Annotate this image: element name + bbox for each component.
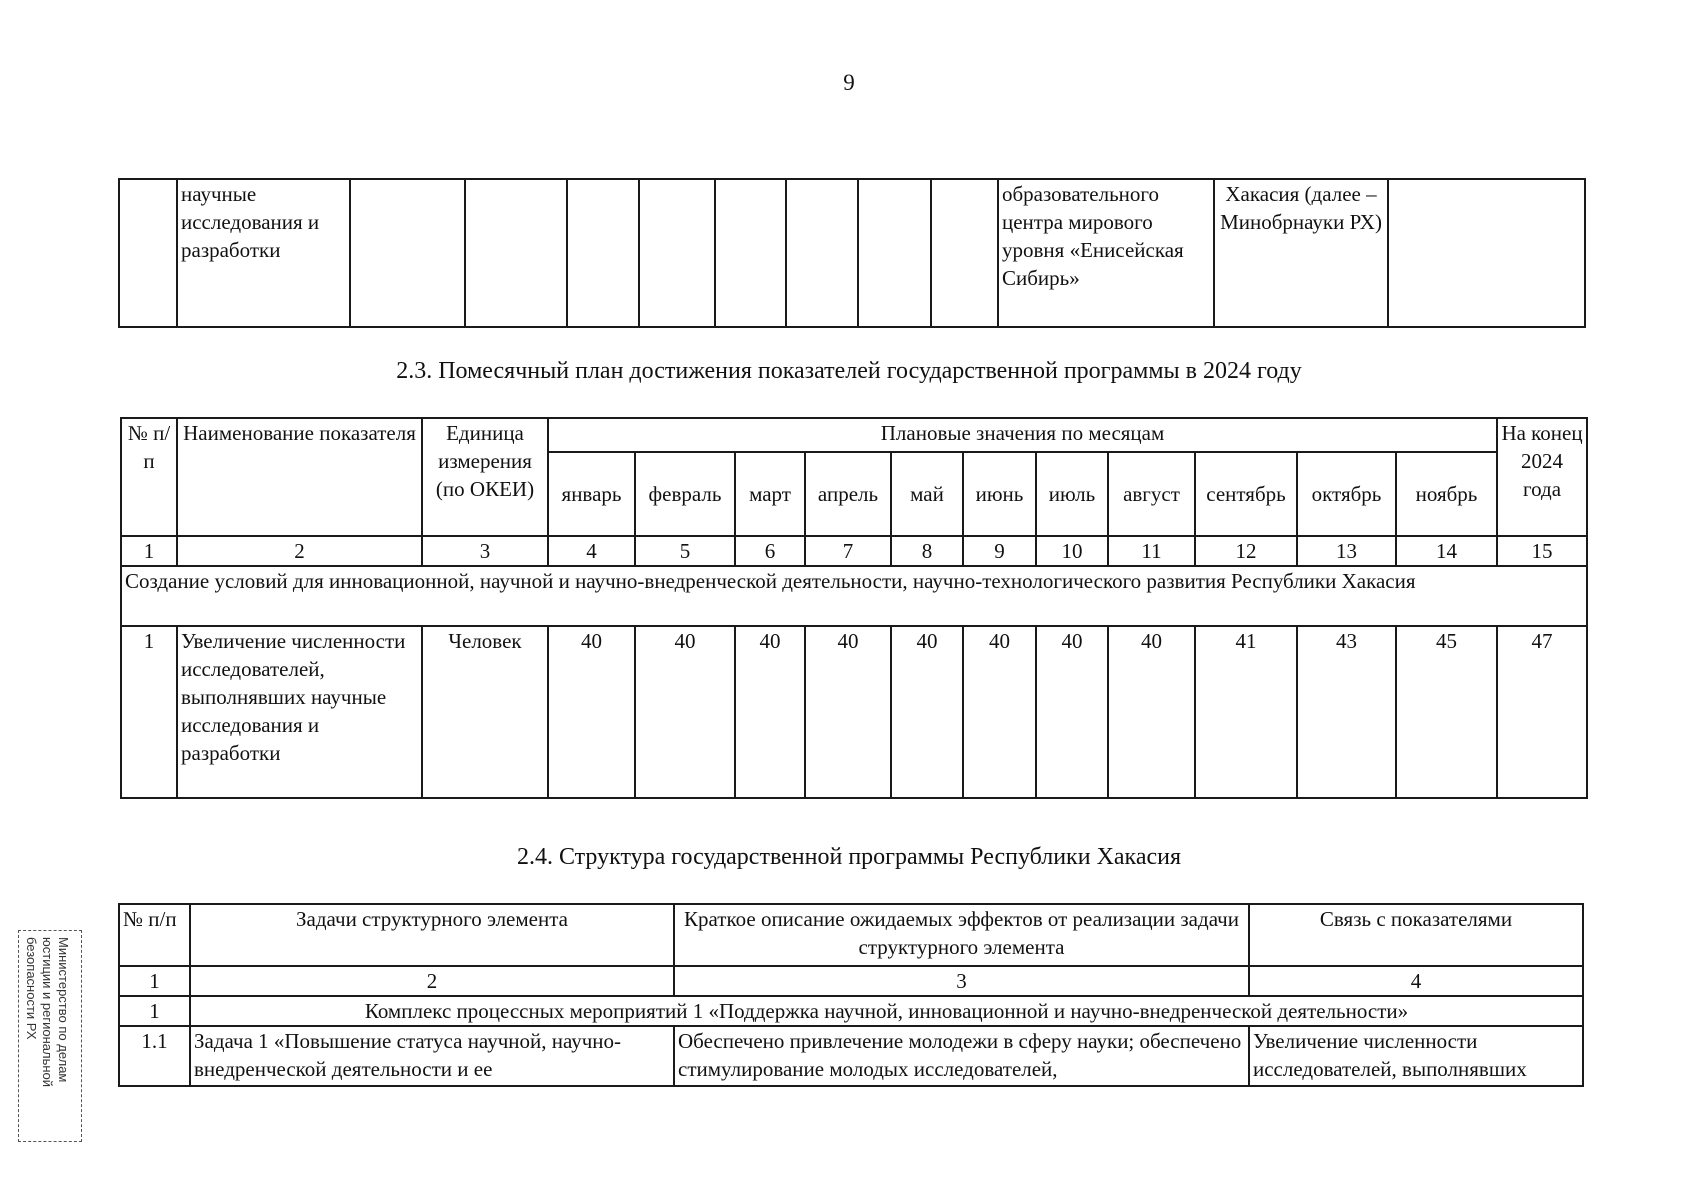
plan-header-num: № п/п [121, 418, 177, 536]
col-number: 2 [190, 966, 674, 996]
month-value: 45 [1396, 626, 1497, 798]
month-value: 40 [891, 626, 963, 798]
struct-header-tasks: Задачи структурного элемента [190, 904, 674, 966]
plan-row-name: Увеличение численности исследователей, выполнявших научные исследования и разработки [177, 626, 422, 798]
plan-header-end: На конец 2024 года [1497, 418, 1587, 536]
month-value: 41 [1195, 626, 1297, 798]
struct-row-link: Увеличение численности исследователей, выполнявших [1249, 1026, 1583, 1086]
month-value: 40 [735, 626, 805, 798]
month-header: март [735, 452, 805, 536]
month-value: 40 [805, 626, 891, 798]
struct-row-effect: Обеспечено привлечение молодежи в сферу науки; обеспечено стимулирование молодых исследователей, [674, 1026, 1249, 1086]
struct-data-row [119, 1026, 1583, 1086]
cont-cell-goal: образовательного центра мирового уровня «Енисейская Сибирь» [998, 179, 1214, 327]
month-header: ноябрь [1396, 452, 1497, 536]
month-value: 40 [635, 626, 735, 798]
plan-header-row [121, 418, 1587, 452]
cont-cell-3 [350, 179, 465, 327]
cont-cell-10 [931, 179, 998, 327]
month-header: апрель [805, 452, 891, 536]
plan-group-row [121, 566, 1587, 626]
col-number: 15 [1497, 536, 1587, 566]
month-header: сентябрь [1195, 452, 1297, 536]
month-header: июль [1036, 452, 1108, 536]
complex-num: 1 [119, 996, 190, 1026]
col-number: 9 [963, 536, 1036, 566]
cont-cell-5 [567, 179, 639, 327]
col-number: 12 [1195, 536, 1297, 566]
cont-cell-9 [858, 179, 931, 327]
complex-title: Комплекс процессных мероприятий 1 «Поддержка научной, инновационной и научно-внедренческой деятельности» [190, 996, 1583, 1026]
section-2-3-title: 2.3. Помесячный план достижения показателей государственной программы в 2024 году [396, 358, 1302, 384]
structure-table [118, 903, 1584, 1087]
struct-colnum-row [119, 966, 1583, 996]
page-number: 9 [843, 70, 855, 95]
plan-header-unit: Единица измерения (по ОКЕИ) [422, 418, 548, 536]
col-number: 1 [119, 966, 190, 996]
cont-cell-13 [1388, 179, 1585, 327]
ministry-stamp-text [23, 937, 71, 1087]
plan-data-row [121, 626, 1587, 798]
plan-header-monthly: Плановые значения по месяцам [548, 418, 1497, 452]
struct-header-effects: Краткое описание ожидаемых эффектов от реализации задачи структурного элемента [674, 904, 1249, 966]
month-value: 40 [548, 626, 635, 798]
col-number: 14 [1396, 536, 1497, 566]
col-number: 7 [805, 536, 891, 566]
plan-header-name: Наименование показателя [177, 418, 422, 536]
month-value: 40 [963, 626, 1036, 798]
month-header: январь [548, 452, 635, 536]
continuation-row [119, 179, 1585, 327]
month-value: 40 [1036, 626, 1108, 798]
struct-header-link: Связь с показателями [1249, 904, 1583, 966]
col-number: 3 [422, 536, 548, 566]
month-header: август [1108, 452, 1195, 536]
cont-cell-7 [715, 179, 786, 327]
plan-colnum-row [121, 536, 1587, 566]
month-header: июнь [963, 452, 1036, 536]
plan-row-end-value: 47 [1497, 626, 1587, 798]
continuation-table [118, 178, 1586, 328]
cont-cell-responsible: Хакасия (далее – Минобрнауки РХ) [1214, 179, 1388, 327]
month-header: май [891, 452, 963, 536]
col-number: 4 [1249, 966, 1583, 996]
plan-row-unit: Человек [422, 626, 548, 798]
cont-cell-1 [119, 179, 177, 327]
col-number: 11 [1108, 536, 1195, 566]
cont-cell-4 [465, 179, 567, 327]
struct-header-num: № п/п [119, 904, 190, 966]
stamp-line: Министерство по делам [56, 937, 71, 1083]
month-value: 40 [1108, 626, 1195, 798]
cont-cell-indicator: научные исследования и разработки [177, 179, 350, 327]
col-number: 4 [548, 536, 635, 566]
cont-cell-6 [639, 179, 715, 327]
struct-header-row [119, 904, 1583, 966]
col-number: 3 [674, 966, 1249, 996]
col-number: 13 [1297, 536, 1396, 566]
month-header: февраль [635, 452, 735, 536]
section-2-4-title: 2.4. Структура государственной программы Республики Хакасия [516, 844, 1182, 870]
col-number: 2 [177, 536, 422, 566]
col-number: 6 [735, 536, 805, 566]
col-number: 10 [1036, 536, 1108, 566]
cont-cell-8 [786, 179, 858, 327]
stamp-line: юстиции и региональной [40, 937, 55, 1088]
col-number: 5 [635, 536, 735, 566]
plan-row-num: 1 [121, 626, 177, 798]
struct-complex-row [119, 996, 1583, 1026]
stamp-line: безопасности РХ [24, 937, 39, 1040]
col-number: 8 [891, 536, 963, 566]
struct-row-num: 1.1 [119, 1026, 190, 1086]
month-header: октябрь [1297, 452, 1396, 536]
col-number: 1 [121, 536, 177, 566]
plan-group-title: Создание условий для инновационной, научной и научно-внедренческой деятельности, научно-технологического развития Республики Хакасия [121, 566, 1587, 626]
monthly-plan-table [120, 417, 1588, 799]
month-value: 43 [1297, 626, 1396, 798]
struct-row-task: Задача 1 «Повышение статуса научной, научно-внедренческой деятельности и ее [190, 1026, 674, 1086]
